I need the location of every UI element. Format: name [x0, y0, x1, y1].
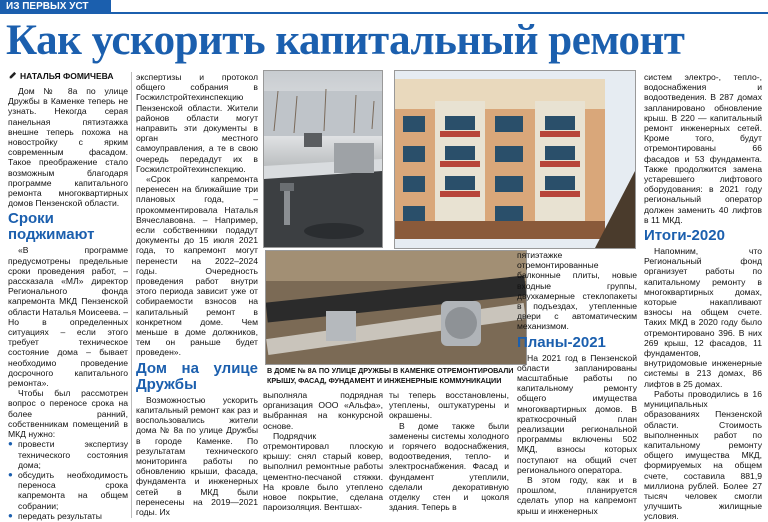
- paragraph: В этом году, как и в прошлом, планируется сделать упор на капремонт крыш и инженерных: [517, 475, 637, 516]
- rubric-bar: [0, 0, 768, 13]
- paragraph: Чтобы был рассмотрен вопрос о переносе срока на более ранний, собственникам помещений в МКД нужно:: [8, 388, 128, 440]
- photo-caption: В ДОМЕ № 8А ПО УЛИЦЕ ДРУЖБЫ В КАМЕНКЕ ОТРЕМОНТИРОВАЛИ КРЫШУ, ФАСАД, ФУНДАМЕНТ И ИНЖЕНЕРНЫЕ КОММУНИКАЦИИ: [267, 366, 514, 385]
- section-heading-druzhby: Дом на улице Дружбы: [136, 359, 258, 393]
- paragraph: выполняла подрядная организация ООО «Альфа», выбранная на конкурсной основе.: [263, 390, 383, 431]
- author-name: НАТАЛЬЯ ФОМИЧЕВА: [20, 71, 114, 81]
- intro-paragraph: Дом № 8а по улице Дружбы в Каменке теперь не узнать. Некогда серая панельная пятиэтажка внешне теперь похожа на новостройку с ярким современным фасадом. Такое преображение стало возможным благодаря программе капитального ремонта многоквартирных домов Пензенской области.: [8, 86, 128, 209]
- paragraph: «В программе предусмотрены предельные сроки проведения работ, – рассказала «МЛ» директор Регионального фонда капремонта МКД Пензенской области Наталья Моисеева. – Но в определенных ситуациях – если этого требует техническое состояние дома – бывает необходимо проведение досрочного капитального ремонта».: [8, 245, 128, 389]
- photo-facade: [394, 70, 636, 249]
- paragraph: экспертизы и протокол общего собрания в Госжилстройтехинспекцию Пензенской области. Жители районов области могут направить эти документы в орган местного самоуправления, а те в свою очередь передадут их в Госжилстройтехинспекцию.: [136, 72, 258, 174]
- paragraph: пятиэтажке отремонтированные балконные плиты, новые входные группы, двухкамерные стеклопакеты в подъездах, утепленные двери с автоматическим механизмом.: [517, 250, 637, 332]
- pipes-illustration: [266, 251, 526, 364]
- paragraph: На 2021 год в Пензенской области запланированы масштабные работы по капитальному ремонту общего имущества многоквартирных домов. В краткосрочный план реализации региональной программы включены 502 МКД, взносы которых поступают на общий счет регионального оператора.: [517, 352, 637, 475]
- headline: Как ускорить капитальный ремонт: [6, 17, 685, 64]
- section-heading-results: Итоги-2020: [644, 227, 725, 245]
- rubric-label: ИЗ ПЕРВЫХ УСТ: [0, 0, 111, 13]
- photo-roof: [263, 70, 383, 248]
- bullet-item: ● передать результаты: [8, 511, 128, 521]
- rubric-rule: [0, 12, 768, 14]
- bullet-item: ● обсудить необходимость переноса срока капремонта на общем собрании;: [8, 470, 128, 511]
- paragraph: Подрядчик отремонтировал плоскую крышу: снял старый ковер, выполнил ремонтные работы цементно-песчаной стяжки. На кровле было утеплено новое покрытие, сделана пароизоляция. Вентшах-: [263, 430, 383, 513]
- paragraph: Напомним, что Региональный фонд организует работы по капитальному ремонту в многоквартирных домах, которые накапливают взносы на общем счете. Таких МКД в 2020 году было отремонтировано 396. В них 269 крыш, 12 фасадов, 11 фундаментов, внутридомовые инженерные системы в 213 домах, 86 лифтов в 25 домах.: [644, 246, 762, 389]
- column-2: [136, 72, 258, 517]
- column-4: [389, 390, 509, 512]
- paragraph: Возможностью ускорить капитальный ремонт как раз и воспользовались жители дома № 8а по улице Дружбы в городе Каменке. По результатам технического мониторинга работы по обновлению крыши, фасада, фундамента и инженерных сетей в МКД были перенесены на 2019—2021 годы. Их: [136, 394, 258, 517]
- column-6: [644, 72, 762, 522]
- paragraph: Работы проводились в 16 муниципальных образованиях Пензенской области. Стоимость выполненных работ по капитальному ремонту общего имущества МКД, формируемых на общем счете, составила 881,9 миллиона рублей. Более 27 тысяч человек смогли улучшить жилищные условия.: [644, 388, 762, 522]
- section-heading-plans: Планы-2021: [517, 333, 606, 351]
- section-heading-deadlines: Сроки поджимают: [8, 210, 95, 244]
- roof-illustration: [264, 71, 382, 247]
- photo-pipes: [265, 250, 527, 365]
- column-divider: [131, 72, 132, 518]
- bullet-item: ● провести экспертизу технического состояния дома;: [8, 439, 128, 470]
- pen-icon: [8, 71, 17, 80]
- paragraph: систем электро-, тепло-, водоснабжения и водоотведения. В 287 домах запланировано обновление крыш. В 220 — капитальный ремонт инженерных сетей. Кроме того, будут отремонтированы 66 фасадов и 53 фундамента. Также продолжится замена устаревшего лифтового оборудования: в 2021 году региональный оператор должен заменить 40 лифтов в 11 МКД.: [644, 72, 762, 225]
- paragraph: «Срок капремонта перенесен на ближайшие три плановых года, – прокомментировала Наталья Вячеславовна. – Например, если собственники подадут документы до 15 июля 2021 года, то капремонт могут перенести на 2022–2024 годы. Очередность проведения работ внутри этого периода зависит уже от собираемости взносов на капитальный ремонт в конкретном доме. Чем меньше в доме должников, тем он раньше будет проведен».: [136, 174, 258, 358]
- paragraph: ты теперь восстановлены, утеплены, оштукатурены и окрашены.: [389, 390, 509, 421]
- author-byline: [8, 70, 114, 82]
- column-3: [263, 390, 383, 512]
- facade-illustration: [395, 71, 635, 248]
- paragraph: В доме также были заменены системы холодного и горячего водоснабжения, водоотведения, тепло- и электроснабжения. Фасад и фундамент утеплили, сделали декоративную отделку стен и цоколя здания. Теперь в: [389, 420, 509, 513]
- column-1: [8, 86, 128, 521]
- column-5: [517, 250, 637, 516]
